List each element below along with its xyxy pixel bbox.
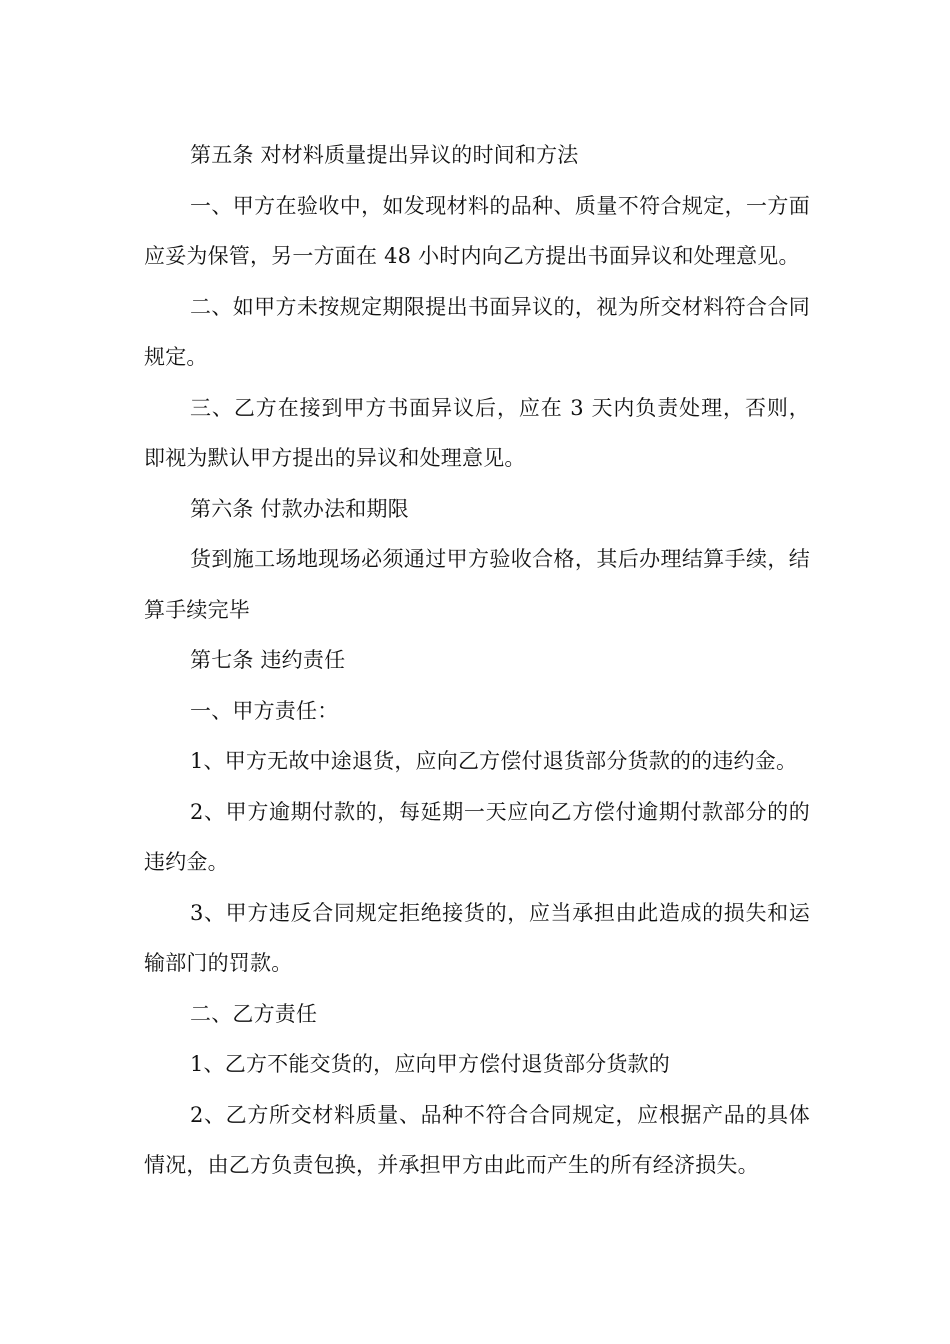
article-5-heading: 第五条 对材料质量提出异议的时间和方法 bbox=[190, 143, 579, 167]
article-5-clause-2: 二、如甲方未按规定期限提出书面异议的，视为所交材料符合合同规定。 bbox=[144, 294, 810, 369]
party-b-liability-item-2: 2、乙方所交材料质量、品种不符合合同规定，应根据产品的具体情况，由乙方负责包换，并承担甲方由此而产生的所有经济损失。 bbox=[144, 1102, 810, 1177]
party-b-liability-heading: 二、乙方责任 bbox=[190, 1001, 318, 1026]
article-6-heading: 第六条 付款办法和期限 bbox=[190, 496, 409, 521]
article-5-clause-3: 三、乙方在接到甲方书面异议后，应在 3 天内负责处理，否则，即视为默认甲方提出的异议和处理意见。 bbox=[144, 395, 810, 470]
party-a-liability-item-2: 2、甲方逾期付款的，每延期一天应向乙方偿付逾期付款部分的的违约金。 bbox=[144, 799, 810, 874]
article-7-heading: 第七条 违约责任 bbox=[190, 648, 346, 672]
article-5-clause-1: 一、甲方在验收中，如发现材料的品种、质量不符合规定，一方面应妥为保管，另一方面在 48 小时内向乙方提出书面异议和处理意见。 bbox=[144, 193, 810, 268]
party-a-liability-item-1: 1、甲方无故中途退货，应向乙方偿付退货部分货款的的违约金。 bbox=[190, 749, 798, 773]
party-a-liability-item-3: 3、甲方违反合同规定拒绝接货的，应当承担由此造成的损失和运输部门的罚款。 bbox=[144, 900, 810, 975]
article-6-body: 货到施工场地现场必须通过甲方验收合格，其后办理结算手续，结算手续完毕 bbox=[144, 547, 810, 622]
party-b-liability-item-1: 1、乙方不能交货的，应向甲方偿付退货部分货款的 bbox=[190, 1052, 670, 1076]
party-a-liability-heading: 一、甲方责任： bbox=[190, 698, 339, 723]
